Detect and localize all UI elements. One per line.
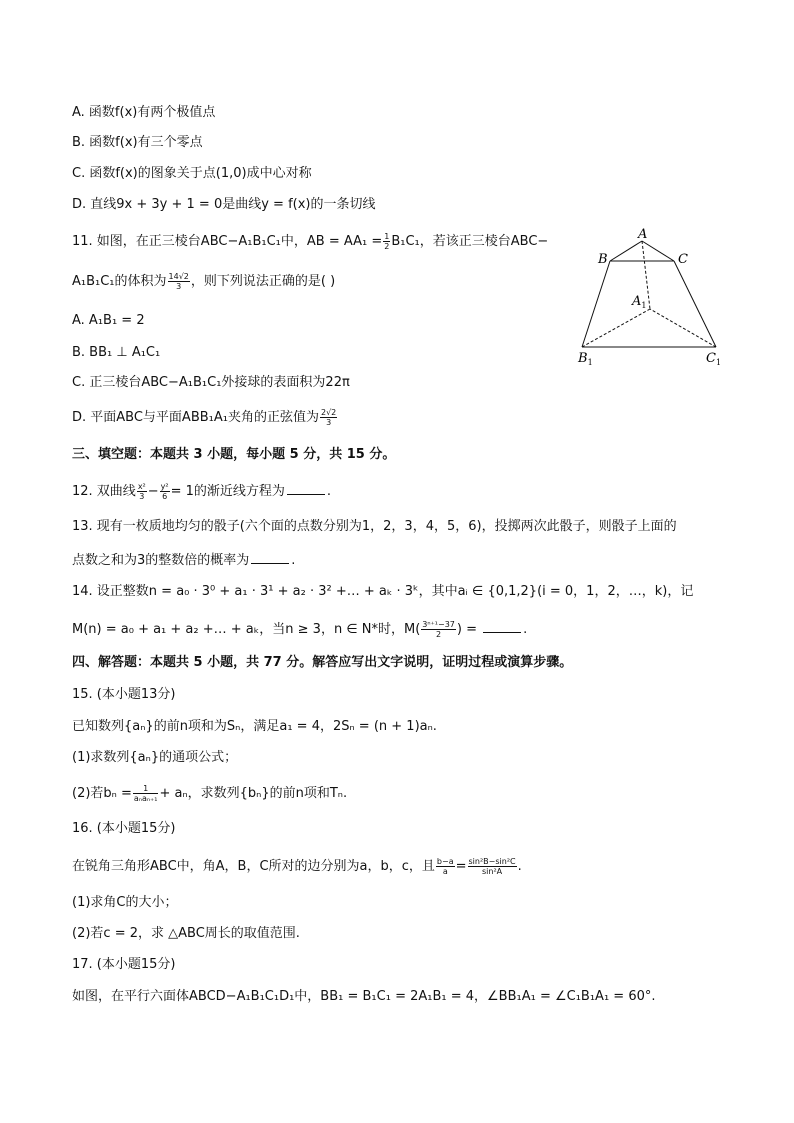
edge-A1C1-hidden <box>650 309 716 347</box>
q15-stem: 已知数列{aₙ}的前n项和为Sₙ，满足a₁ = 4，2Sₙ = (n + 1)aₙ. <box>72 719 437 734</box>
q12-frac-y <box>160 482 170 501</box>
q13-line2 <box>72 551 295 570</box>
q11-line2-text: A₁B₁C₁的体积为 <box>72 274 167 289</box>
label-C1-sub: 1 <box>715 358 722 367</box>
frac-num: 1 <box>133 784 159 794</box>
q13-answer-blank[interactable] <box>251 551 289 564</box>
edge-AA1-hidden <box>642 241 650 309</box>
q11-option-c: C. 正三棱台ABC−A₁B₁C₁外接球的表面积为22π <box>72 375 350 390</box>
q11-option-d-text: D. 平面ABC与平面ABB₁A₁夹角的正弦值为 <box>72 410 319 425</box>
q11-stem-line1 <box>72 232 548 251</box>
frac-den: 3 <box>139 492 145 501</box>
q15-part1: (1)求数列{aₙ}的通项公式； <box>72 750 238 765</box>
frac-num: 2√2 <box>320 408 337 417</box>
q17-stem: 如图，在平行六面体ABCD−A₁B₁C₁D₁中，BB₁ = B₁C₁ = 2A₁B₁ = 4，∠BB₁A₁ = ∠C₁B₁A₁ = 60°. <box>72 989 656 1004</box>
q12-minus: − <box>147 484 159 499</box>
q16-part1: (1)求角C的大小； <box>72 895 178 910</box>
q14-line2 <box>72 620 527 639</box>
q16-stem <box>72 857 522 876</box>
q12-text-b: = 1的渐近线方程为 <box>170 484 285 499</box>
section-4-heading: 四、解答题：本题共 5 小题，共 77 分。解答应写出文字说明，证明过程或演算步骤。 <box>72 655 573 670</box>
frac-den: 2 <box>384 242 390 251</box>
q16-frac-right <box>468 857 517 876</box>
edge-AB <box>610 241 642 261</box>
q10-option-d: D. 直线9x + 3y + 1 = 0是曲线y = f(x)的一条切线 <box>72 197 376 212</box>
frac-num: b−a <box>436 857 454 866</box>
frac-num: 14√2 <box>168 272 189 281</box>
label-B1-letter: B <box>578 351 588 366</box>
q11-option-d-frac <box>320 408 337 427</box>
q14-line2-text: M(n) = a₀ + a₁ + a₂ +… + aₖ，当n ≥ 3，n ∈ N*时，M( <box>72 622 421 637</box>
label-B1-sub: 1 <box>587 358 593 367</box>
label-A1 <box>631 294 646 310</box>
q12-end: . <box>326 484 332 499</box>
frustum-figure <box>570 225 740 367</box>
q11-option-d <box>72 408 338 427</box>
q15-frac <box>133 784 159 803</box>
frac-den: 6 <box>162 492 168 501</box>
label-A1-letter: A <box>632 294 642 309</box>
q16-frac-left <box>436 857 455 876</box>
frac-den: sin²A <box>482 867 503 876</box>
q16-stem-text: 在锐角三角形ABC中，角A，B，C所对的边分别为a，b，c，且 <box>72 859 435 874</box>
q15-part2-text: (2)若bₙ = <box>72 786 132 801</box>
q10-option-a: A. 函数f(x)有两个极值点 <box>72 105 216 120</box>
q14-line2-text-b: ) = <box>456 622 477 637</box>
frac-num: 3ⁿ⁺¹−37 <box>422 620 455 629</box>
label-A1-sub: 1 <box>641 301 647 310</box>
label-A: A <box>638 227 648 242</box>
label-C: C <box>678 252 688 267</box>
q10-option-b: B. 函数f(x)有三个零点 <box>72 135 203 150</box>
section-3-heading: 三、填空题：本题共 3 小题，每小题 5 分，共 15 分。 <box>72 447 396 462</box>
frac-den: aₙaₙ₊₁ <box>133 794 158 803</box>
q13-line2-text: 点数之和为3的整数倍的概率为 <box>72 553 250 568</box>
frac-num: 1 <box>384 232 390 241</box>
frac-num: x² <box>137 482 146 491</box>
frac-den: a <box>442 867 448 876</box>
q11-stem-line2 <box>72 272 335 291</box>
q14-answer-blank[interactable] <box>483 620 521 633</box>
q16-title: 16. (本小题15分) <box>72 821 176 836</box>
frac-den: 3 <box>326 418 332 427</box>
q14-frac <box>421 620 456 639</box>
q17-title: 17. (本小题15分) <box>72 957 176 972</box>
q16-part2: (2)若c = 2，求 △ABC周长的取值范围. <box>72 926 300 941</box>
q12-answer-blank[interactable] <box>287 482 325 495</box>
label-B: B <box>598 252 608 267</box>
q12-frac-x <box>137 482 147 501</box>
q11-line1-text: 11. 如图，在正三棱台ABC−A₁B₁C₁中，AB = AA₁ = <box>72 234 383 249</box>
q11-line2-text-b: ，则下列说法正确的是( ) <box>190 274 336 289</box>
q14-end: . <box>523 622 528 637</box>
q11-option-b: B. BB₁ ⊥ A₁C₁ <box>72 345 161 360</box>
q10-option-c: C. 函数f(x)的图象关于点(1,0)成中心对称 <box>72 166 312 181</box>
q12-text: 12. 双曲线 <box>72 484 136 499</box>
label-C1-letter: C <box>706 351 716 366</box>
q13-line1: 13. 现有一枚质地均匀的骰子(六个面的点数分别为1，2，3，4，5，6)，投掷两次此骰子，则骰子上面的 <box>72 519 677 534</box>
label-B1 <box>577 351 593 367</box>
q15-part2-text-b: + aₙ，求数列{bₙ}的前n项和Tₙ. <box>159 786 348 801</box>
frac-num: sin²B−sin²C <box>468 857 516 866</box>
q11-option-a: A. A₁B₁ = 2 <box>72 313 145 328</box>
q11-frac-half <box>383 232 390 251</box>
q11-frac-volume <box>168 272 190 291</box>
edge-AC <box>642 241 674 261</box>
q13-end: . <box>291 553 296 568</box>
q11-line1-text-b: B₁C₁，若该正三棱台ABC− <box>391 234 549 249</box>
q16-end: . <box>517 859 522 874</box>
q15-part2 <box>72 784 347 803</box>
frac-den: 3 <box>176 282 182 291</box>
frac-den: 2 <box>436 630 442 639</box>
q12 <box>72 482 331 501</box>
frac-num: y² <box>160 482 169 491</box>
label-C1 <box>706 351 721 367</box>
q16-equals: = <box>455 859 467 874</box>
q15-title: 15. (本小题13分) <box>72 687 176 702</box>
edge-CC1 <box>674 261 716 347</box>
q14-line1: 14. 设正整数n = a₀ · 3⁰ + a₁ · 3¹ + a₂ · 3² +… + aₖ · 3ᵏ，其中aᵢ ∈ {0,1,2}(i = 0，1，2，…，k)，记 <box>72 584 694 599</box>
